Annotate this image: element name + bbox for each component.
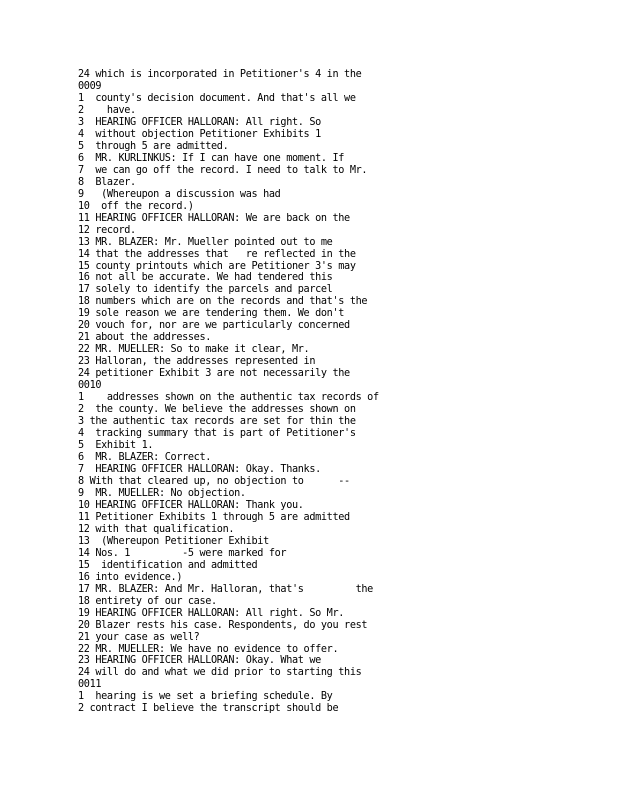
transcript-line: 14 that the addresses that re reflected in the [78, 248, 356, 260]
transcript-line: 18 numbers which are on the records and that's the [78, 296, 368, 308]
transcript-line: 21 about the addresses. [78, 332, 212, 344]
transcript-line: 1 addresses shown on the authentic tax records of [78, 392, 379, 404]
transcript-line: 2 have. [78, 104, 136, 116]
transcript-line: 14 Nos. 1 -5 were marked for [78, 547, 287, 559]
transcript-line: 1 county's decision document. And that's all we [78, 92, 356, 104]
transcript-line: 10 off the record.) [78, 200, 194, 212]
transcript-line: 5 Exhibit 1. [78, 440, 154, 452]
transcript-line: 23 HEARING OFFICER HALLORAN: Okay. What we [78, 655, 321, 667]
transcript-line: 20 vouch for, nor are we particularly concerned [78, 320, 350, 332]
transcript-line: 3 the authentic tax records are set for thin the [78, 416, 356, 428]
transcript-line: 21 your case as well? [78, 631, 200, 643]
transcript-line: 4 tracking summary that is part of Petitioner's [78, 428, 356, 440]
transcript-line: 23 Halloran, the addresses represented in [78, 356, 316, 368]
transcript-line: 20 Blazer rests his case. Respondents, do you rest [78, 619, 368, 631]
transcript-line: 8 Blazer. [78, 176, 136, 188]
transcript-line: 3 HEARING OFFICER HALLORAN: All right. So [78, 116, 321, 128]
transcript-line: 24 which is incorporated in Petitioner's 4 in the [78, 69, 362, 80]
transcript-line: 7 HEARING OFFICER HALLORAN: Okay. Thanks. [78, 463, 321, 475]
transcript-line: 9 (Whereupon a discussion was had [78, 188, 281, 200]
transcript-line: 12 record. [78, 224, 136, 236]
transcript-line: 8 With that cleared up, no objection to -- [78, 475, 350, 487]
transcript-line: 15 identification and admitted [78, 559, 258, 571]
transcript-line: 16 into evidence.) [78, 571, 183, 583]
transcript-line: 2 the county. We believe the addresses shown on [78, 404, 356, 416]
transcript-line: 19 HEARING OFFICER HALLORAN: All right. So Mr. [78, 607, 345, 619]
transcript-line: 6 MR. BLAZER: Correct. [78, 452, 212, 463]
transcript-line: 24 petitioner Exhibit 3 are not necessarily the [78, 368, 350, 380]
transcript-line: 24 will do and what we did prior to starting this [78, 667, 362, 679]
transcript-line: 11 Petitioner Exhibits 1 through 5 are admitted [78, 511, 350, 523]
transcript-line: 22 MR. MUELLER: So to make it clear, Mr. [78, 344, 310, 356]
transcript-line: 19 sole reason we are tendering them. We don't [78, 308, 345, 320]
transcript-line: 17 MR. BLAZER: And Mr. Halloran, that's the [78, 583, 373, 595]
transcript-line: 12 with that qualification. [78, 523, 235, 535]
transcript-line: 13 MR. BLAZER: Mr. Mueller pointed out to me [78, 236, 333, 248]
transcript-line: 0010 [78, 380, 102, 392]
transcript-line: 1 hearing is we set a briefing schedule. By [78, 691, 333, 703]
transcript-lines [78, 69, 408, 715]
transcript-line: 11 HEARING OFFICER HALLORAN: We are back on the [78, 212, 350, 224]
transcript-line: 0011 [78, 679, 102, 691]
transcript-line: 0009 [78, 80, 102, 92]
transcript-line: 5 through 5 are admitted. [78, 140, 229, 152]
transcript-line: 22 MR. MUELLER: We have no evidence to offer. [78, 643, 339, 655]
transcript-line: 2 contract I believe the transcript should be [78, 703, 339, 715]
transcript-line: 10 HEARING OFFICER HALLORAN: Thank you. [78, 499, 304, 511]
transcript-line: 17 solely to identify the parcels and parcel [78, 284, 333, 296]
transcript-line: 13 (Whereupon Petitioner Exhibit [78, 535, 269, 547]
transcript-line: 6 MR. KURLINKUS: If I can have one moment. If [78, 152, 345, 164]
transcript-line: 15 county printouts which are Petitioner 3's may [78, 260, 356, 272]
transcript-line: 7 we can go off the record. I need to talk to Mr. [78, 164, 368, 176]
transcript-line: 9 MR. MUELLER: No objection. [78, 487, 246, 499]
transcript-line: 4 without objection Petitioner Exhibits 1 [78, 128, 321, 140]
transcript-line: 18 entirety of our case. [78, 595, 217, 607]
transcript-line: 16 not all be accurate. We had tendered this [78, 272, 333, 284]
